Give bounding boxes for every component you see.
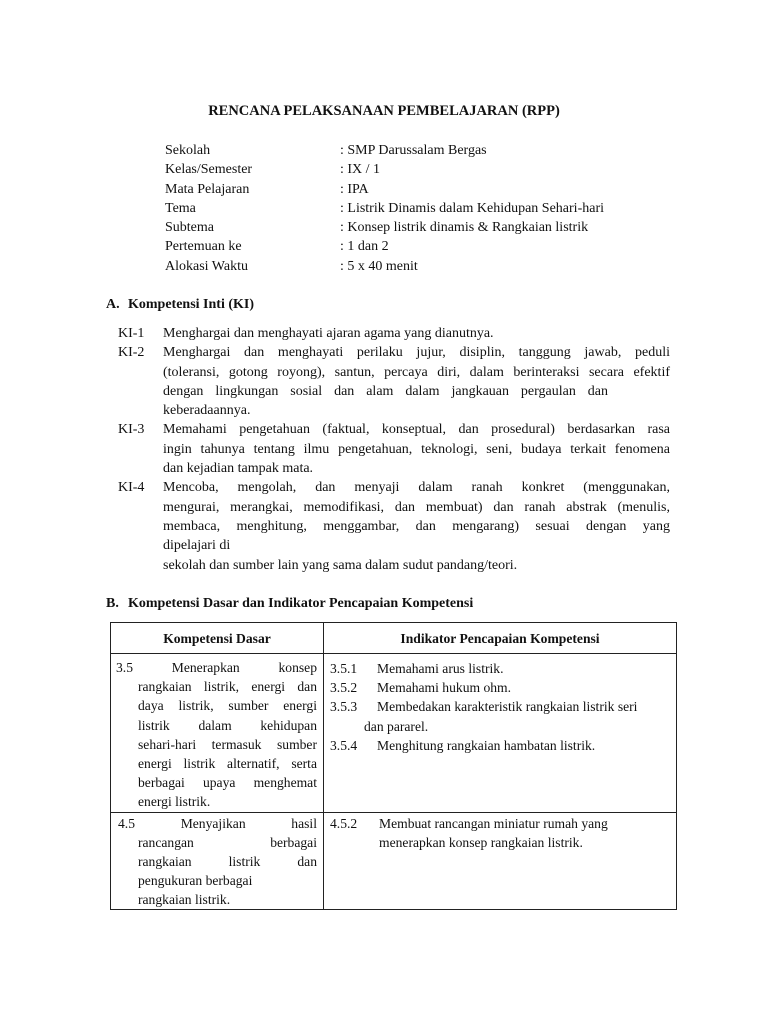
indicator-item [330, 697, 670, 735]
section-title: Kompetensi Inti (KI) [128, 297, 254, 312]
kompetensi-inti-list [118, 324, 670, 575]
info-row-mapel [165, 180, 604, 199]
info-row-sekolah [165, 141, 604, 160]
indicator-line: Membuat rancangan miniatur rumah yang [379, 815, 608, 831]
table-header-row [111, 623, 677, 654]
info-value: : Konsep listrik dinamis & Rangkaian listrik [340, 220, 589, 236]
kd-line: daya listrik, sumber energi [138, 698, 317, 714]
indicator-text [364, 697, 670, 735]
info-value: : IPA [340, 181, 369, 197]
document-title: RENCANA PELAKSANAAN PEMBELAJARAN (RPP) [208, 103, 560, 119]
ki-line: sekolah dan sumber lain yang sama dalam sudut pandang/teori. [163, 557, 518, 573]
ki-line: membaca, menghitung, menggambar, dan mengarang) sesuai dengan yang [163, 518, 670, 534]
ki-line: mengurai, merangkai, memodifikasi, dan membuat) dan ranah abstrak (menulis, [163, 499, 670, 515]
ki-text [163, 324, 670, 343]
ki-code: KI-2 [118, 345, 145, 361]
ki-item [118, 343, 670, 420]
section-b-heading [106, 594, 473, 613]
section-letter: B. [106, 596, 119, 611]
section-letter: A. [106, 297, 120, 312]
ki-text [163, 420, 670, 478]
ki-line: Menghargai dan menghayati perilaku jujur, disiplin, tanggung jawab, peduli [163, 345, 670, 361]
table-row [111, 812, 677, 910]
ki-line: dipelajari di [163, 538, 231, 554]
ki-item [118, 324, 670, 343]
info-value: : 1 dan 2 [340, 239, 389, 255]
kd-line: berbagai upaya menghemat [138, 775, 317, 791]
kd-line: 3.5 Menerapkan konsep [116, 660, 317, 675]
indicator-line: Menghitung rangkaian hambatan listrik. [377, 737, 596, 753]
indicator-cell [324, 812, 677, 910]
indicator-line: dan pararel. [364, 718, 429, 734]
header-kompetensi-dasar: Kompetensi Dasar [111, 623, 324, 654]
kd-cell [111, 812, 324, 910]
ki-line: Menghargai dan menghayati ajaran agama yang dianutnya. [163, 326, 494, 341]
section-title: Kompetensi Dasar dan Indikator Pencapaian Kompetensi [128, 596, 474, 611]
info-value: : 5 x 40 menit [340, 258, 418, 274]
kd-line: rangkaian listrik dan [138, 853, 317, 869]
indicator-code: 3.5.3 [330, 699, 358, 715]
indicator-code: 3.5.2 [330, 680, 358, 696]
indicator-line: Memahami arus listrik. [377, 661, 504, 676]
kd-line: rancangan berbagai [138, 834, 317, 850]
ki-text [163, 556, 670, 575]
ki-code: KI-1 [118, 326, 145, 341]
info-row-alokasi [165, 257, 604, 276]
indicator-code: 3.5.4 [330, 737, 358, 753]
table-row [111, 654, 677, 813]
header-indikator: Indikator Pencapaian Kompetensi [324, 623, 677, 654]
ki-line: ingin tahunya tentang ilmu pengetahuan, teknologi, seni, budaya terkait fenomena [163, 441, 670, 457]
indicator-text [377, 736, 670, 755]
indicator-code: 4.5.2 [330, 815, 358, 831]
kd-line: 4.5 Menyajikan hasil [118, 815, 317, 831]
indicator-line: menerapkan konsep rangkaian listrik. [379, 834, 583, 850]
ki-line: (toleransi, gotong royong), santun, percaya diri, dalam berinteraksi secara efektif [163, 364, 670, 380]
kd-line: listrik dalam kehidupan [138, 717, 317, 733]
indicator-text [377, 678, 670, 697]
kd-line: rangkaian listrik. [138, 892, 231, 908]
info-label: Pertemuan ke [165, 239, 242, 255]
indicator-item [330, 814, 670, 852]
info-value: : SMP Darussalam Bergas [340, 143, 487, 158]
ki-line: Memahami pengetahuan (faktual, konseptual, dan prosedural) berdasarkan rasa [163, 422, 670, 438]
identity-block [165, 141, 604, 276]
ki-item-continuation [118, 556, 670, 575]
indicator-text [377, 659, 670, 678]
ki-text [163, 343, 670, 420]
indicator-code: 3.5.1 [330, 661, 358, 676]
kd-cell [111, 654, 324, 813]
kompetensi-table [110, 622, 677, 910]
kd-line: sehari-hari termasuk sumber [138, 736, 317, 752]
section-a-heading [106, 295, 254, 314]
indicator-line: Membedakan karakteristik rangkaian listrik seri [377, 699, 638, 715]
indicator-text [379, 814, 670, 852]
info-label: Tema [165, 200, 196, 216]
info-label: Sekolah [165, 143, 211, 158]
info-row-pertemuan [165, 237, 604, 256]
ki-line: Mencoba, mengolah, dan menyaji dalam ranah konkret (menggunakan, [163, 480, 670, 496]
info-value: : IX / 1 [340, 162, 381, 178]
info-label: Mata Pelajaran [165, 181, 250, 197]
indicator-line: Memahami hukum ohm. [377, 680, 512, 696]
kd-line: rangkaian listrik, energi dan [138, 679, 317, 695]
ki-line: dan kejadian tampak mata. [163, 461, 314, 477]
info-row-tema [165, 199, 604, 218]
ki-text [163, 478, 670, 555]
kd-line: energi listrik. [138, 794, 211, 810]
indicator-item [330, 736, 670, 755]
ki-code: KI-4 [118, 480, 145, 496]
info-value: : Listrik Dinamis dalam Kehidupan Sehari-hari [340, 200, 604, 216]
info-label: Subtema [165, 220, 214, 236]
ki-code-spacer [118, 556, 163, 575]
info-row-kelas [165, 160, 604, 179]
ki-code: KI-3 [118, 422, 145, 438]
info-row-subtema [165, 218, 604, 237]
kd-line: pengukuran berbagai [138, 873, 253, 889]
indicator-item [330, 659, 670, 678]
kd-line: energi listrik alternatif, serta [138, 755, 317, 771]
ki-item [118, 478, 670, 555]
indicator-cell [324, 654, 677, 813]
ki-item [118, 420, 670, 478]
ki-line: keberadaannya. [163, 403, 251, 419]
indicator-item [330, 678, 670, 697]
info-label: Alokasi Waktu [165, 258, 248, 274]
ki-line: dengan lingkungan sosial dan alam dalam jangkauan pergaulan dan [163, 383, 608, 399]
info-label: Kelas/Semester [165, 162, 253, 178]
